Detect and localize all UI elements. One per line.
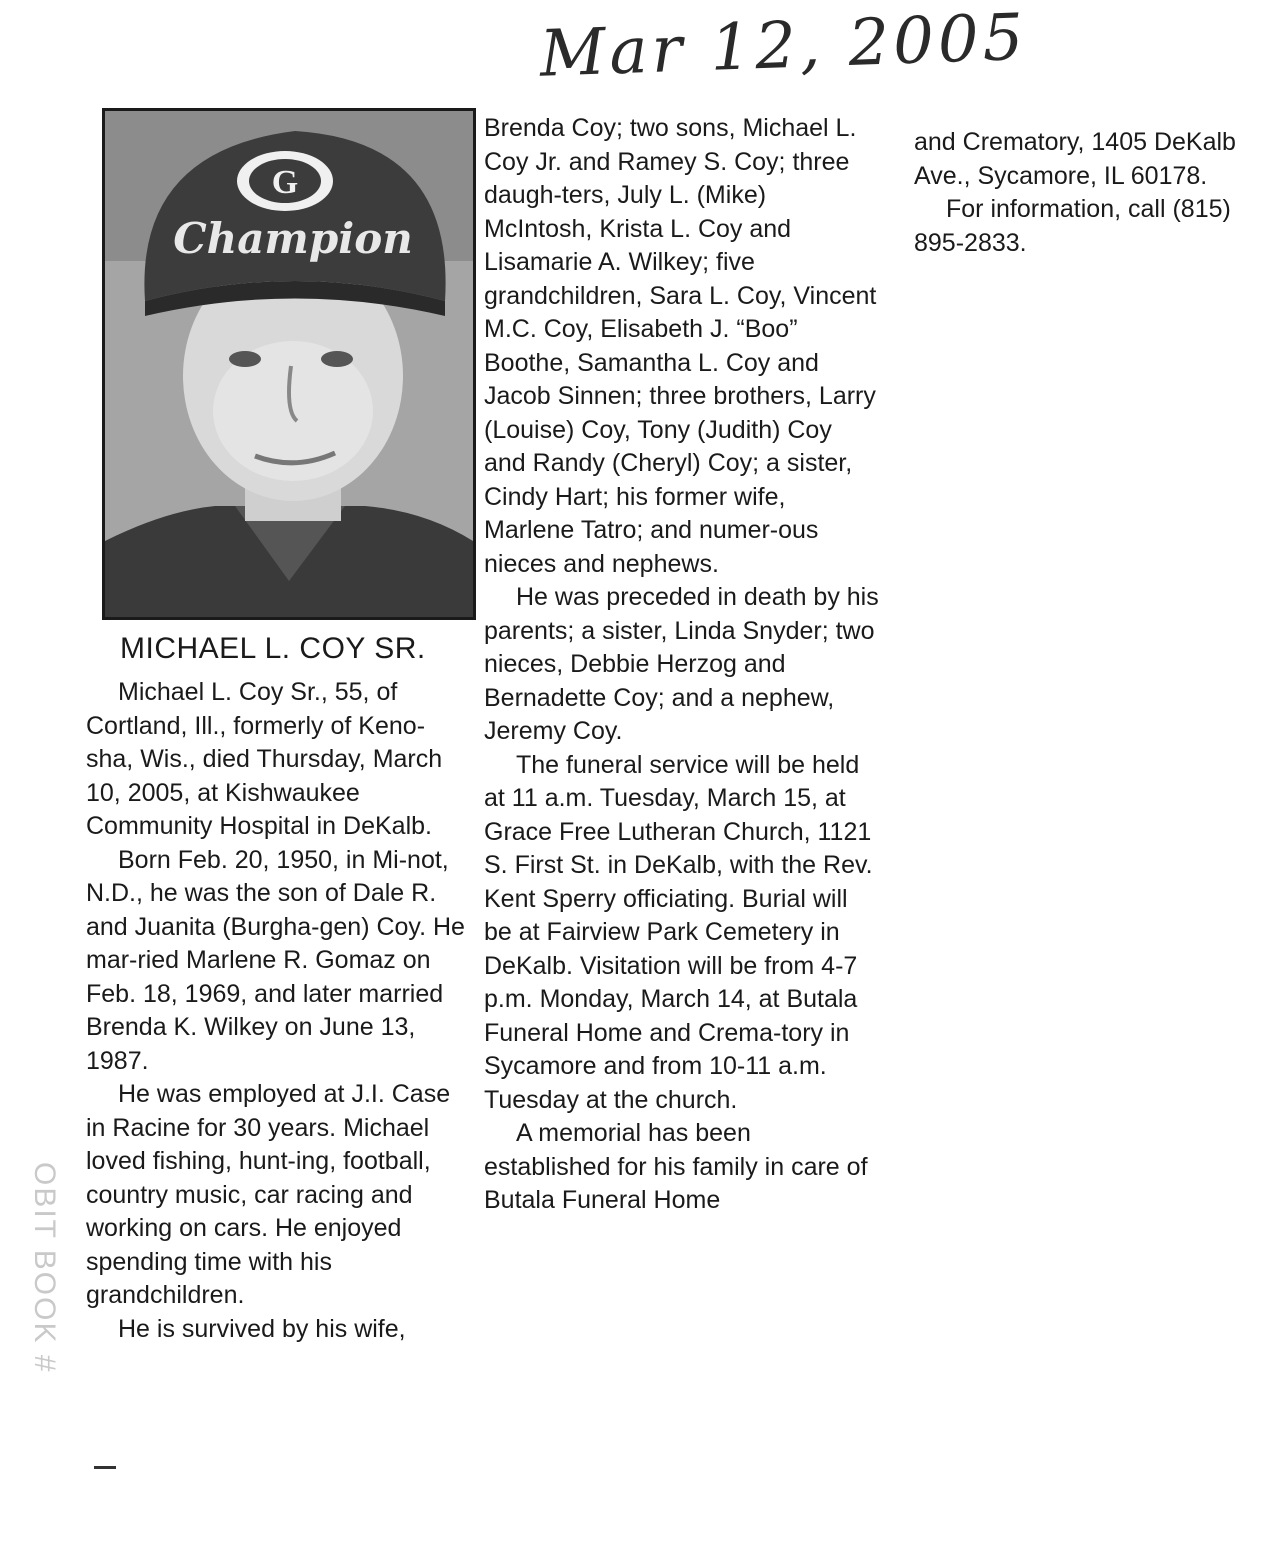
cap-logo: G <box>271 164 299 201</box>
paragraph: For information, call (815) 895-2833. <box>914 195 1231 257</box>
paragraph: and Crematory, 1405 DeKalb Ave., Sycamore, IL 60178. <box>914 128 1236 190</box>
paragraph: Michael L. Coy Sr., 55, of Cortland, Ill., formerly of Keno-sha, Wis., died Thursday, March 10, 2005, at Kishwaukee Community Hospital in DeKalb. <box>86 678 443 840</box>
cap-text: Champion <box>173 214 413 263</box>
paragraph: Brenda Coy; two sons, Michael L. Coy Jr. and Ramey S. Coy; three daugh-ters, July L. (Mike) McIntosh, Krista L. Coy and Lisamarie A. Wilkey; five grandchildren, Sara L. Coy, Vincent M.C. Coy, Elisabeth J. “Boo” Boothe, Samantha L. Coy and Jacob Sinnen; three brothers, Larry (Louise) Coy, Tony (Judith) Coy and Randy (Cheryl) Coy; a sister, Cindy Hart; his former wife, Marlene Tatro; and numer-ous nieces and nephews. <box>484 114 877 578</box>
paragraph: He was employed at J.I. Case in Racine for 30 years. Michael loved fishing, hunt-ing, football, country music, car racing and working on cars. He enjoyed spending time with his grandchildren. <box>86 1080 451 1309</box>
paragraph: He is survived by his wife, <box>118 1314 406 1343</box>
obituary-headline: MICHAEL L. COY SR. <box>120 632 426 665</box>
paragraph: Born Feb. 20, 1950, in Mi-not, N.D., he was the son of Dale R. and Juanita (Burgha-gen) Coy. He mar-ried Marlene R. Gomaz on Feb. 18, 1969, and later married Brenda K. Wilkey on June 13, 1987. <box>86 845 465 1075</box>
column-2 <box>484 112 880 1218</box>
handwritten-date: Mar 12, 2005 <box>538 0 1029 92</box>
column-1 <box>86 676 470 1346</box>
paragraph: The funeral service will be held at 11 a.m. Tuesday, March 15, at Grace Free Lutheran Church, 1121 S. First St. in DeKalb, with the Rev. Kent Sperry officiating. Burial will be at Fairview Park Cemetery in DeKalb. Visitation will be from 4-7 p.m. Monday, March 14, at Butala Funeral Home and Crema-tory in Sycamore and from 10-11 a.m. Tuesday at the church. <box>484 750 873 1114</box>
divider <box>94 1466 116 1469</box>
portrait-photo <box>102 108 476 620</box>
paragraph: A memorial has been established for his family in care of Butala Funeral Home <box>484 1119 868 1214</box>
column-3 <box>914 126 1276 260</box>
margin-stamp: OBIT BOOK # <box>28 1162 61 1374</box>
paragraph: He was preceded in death by his parents; a sister, Linda Snyder; two nieces, Debbie Herzog and Bernadette Coy; and a nephew, Jeremy Coy. <box>484 583 879 745</box>
